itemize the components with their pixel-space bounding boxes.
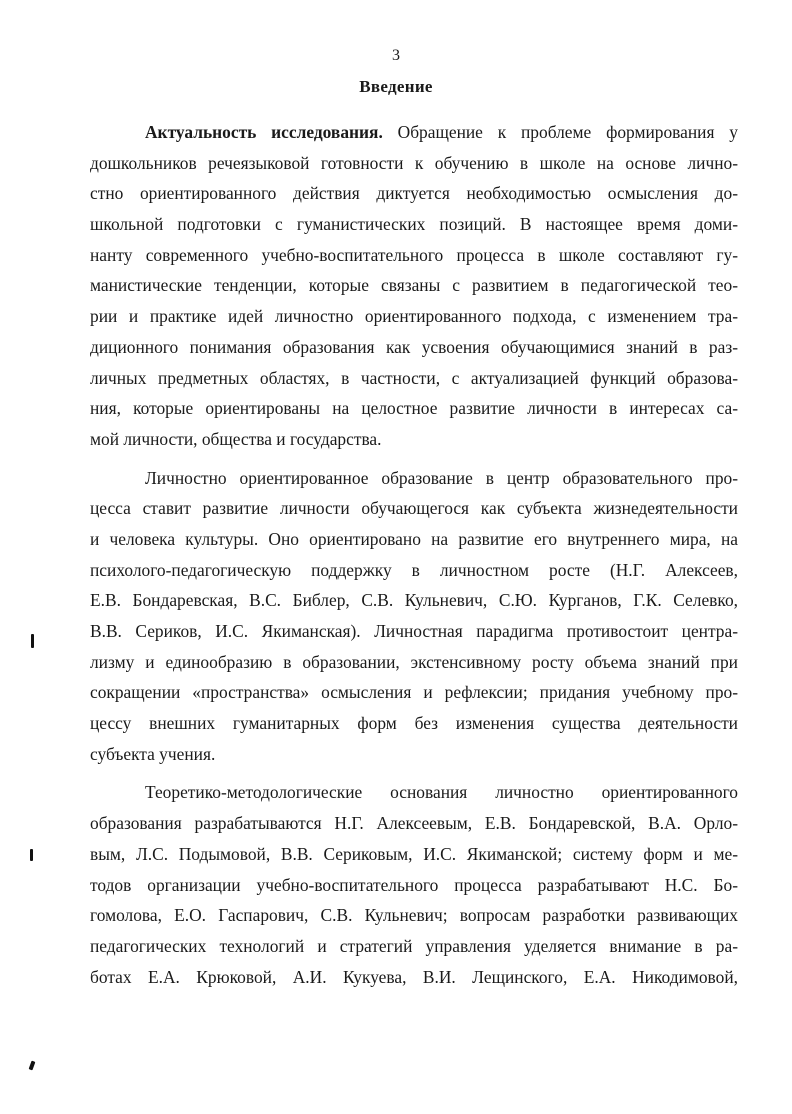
- text-line: Е.В. Бондаревская, В.С. Библер, С.В. Кульневич, С.Ю. Курганов, Г.К. Селевко,: [90, 590, 738, 611]
- page-title: Введение: [359, 77, 433, 96]
- text-line: дошкольников речеязыковой готовности к обучению в школе на основе лично-: [90, 152, 738, 173]
- text-line: вым, Л.С. Подымовой, В.В. Сериковым, И.С. Якиманской; систему форм и ме-: [90, 843, 738, 864]
- text-line: лизму и единообразию в образовании, экстенсивному росту объема знаний при: [90, 651, 738, 672]
- text-line: Теоретико-методологические основания личностно ориентированного: [145, 782, 738, 803]
- text-line: рии и практике идей личностно ориентированного подхода, с изменением тра-: [90, 306, 738, 327]
- text-line: В.В. Сериков, И.С. Якиманская). Личностная парадигма противостоит центра-: [90, 621, 738, 641]
- text-line: цесса ставит развитие личности обучающегося как субъекта жизнедеятельности: [90, 498, 738, 519]
- text-line: стно ориентированного действия диктуется необходимостью осмысления до-: [90, 183, 738, 204]
- text-line: педагогических технологий и стратегий управления уделяется внимание в ра-: [90, 935, 738, 956]
- text-line: манистические тенденции, которые связаны с развитием в педагогической тео-: [90, 275, 738, 296]
- text-line: гомолова, Е.О. Гаспарович, С.В. Кульневич; вопросам разработки развивающих: [90, 905, 738, 926]
- text-line: сокращении «пространства» осмысления и рефлексии; придания учебному про-: [90, 682, 738, 703]
- text-line: и человека культуры. Оно ориентировано на развитие его внутреннего мира, на: [90, 528, 738, 549]
- text-line: мой личности, общества и государства.: [90, 428, 382, 449]
- text-line: ния, которые ориентированы на целостное развитие личности в интересах са-: [90, 398, 738, 419]
- text-line: школьной подготовки с гуманистических позиций. В настоящее время доми-: [90, 214, 738, 235]
- text-line: ботах Е.А. Крюковой, А.И. Кукуева, В.И. Лещинского, Е.А. Никодимовой,: [90, 966, 738, 987]
- text-line: цессу внешних гуманитарных форм без изменения существа деятельности: [90, 713, 738, 734]
- text-line: образования разрабатываются Н.Г. Алексеевым, Е.В. Бондаревской, В.А. Орло-: [90, 813, 738, 834]
- text-line: нанту современного учебно-воспитательного процесса в школе составляют гу-: [90, 244, 738, 265]
- text-line: тодов организации учебно-воспитательного процесса разрабатывают Н.С. Бо-: [90, 874, 738, 895]
- scan-mark: [30, 849, 33, 861]
- text-line: Актуальность исследования. Обращение к проблеме формирования у: [145, 122, 738, 142]
- document-body: [90, 117, 738, 992]
- text-line: диционного понимания образования как усвоения обучающимися знаний в раз-: [90, 336, 738, 357]
- page-number: 3: [392, 47, 400, 64]
- paragraph-3: [90, 777, 738, 992]
- scan-mark: [29, 1061, 36, 1071]
- paragraph-2: [90, 463, 738, 770]
- paragraph-1: [90, 117, 738, 455]
- text-line: личных предметных областях, в частности, с актуализацией функций образова-: [90, 367, 738, 388]
- text-line: субъекта учения.: [90, 743, 216, 764]
- text-line: психолого-педагогическую поддержку в личностном росте (Н.Г. Алексеев,: [90, 559, 738, 580]
- text-line: Личностно ориентированное образование в центр образовательного про-: [145, 467, 738, 488]
- section-lead: Актуальность исследования.: [145, 122, 383, 142]
- scan-mark: [31, 634, 34, 648]
